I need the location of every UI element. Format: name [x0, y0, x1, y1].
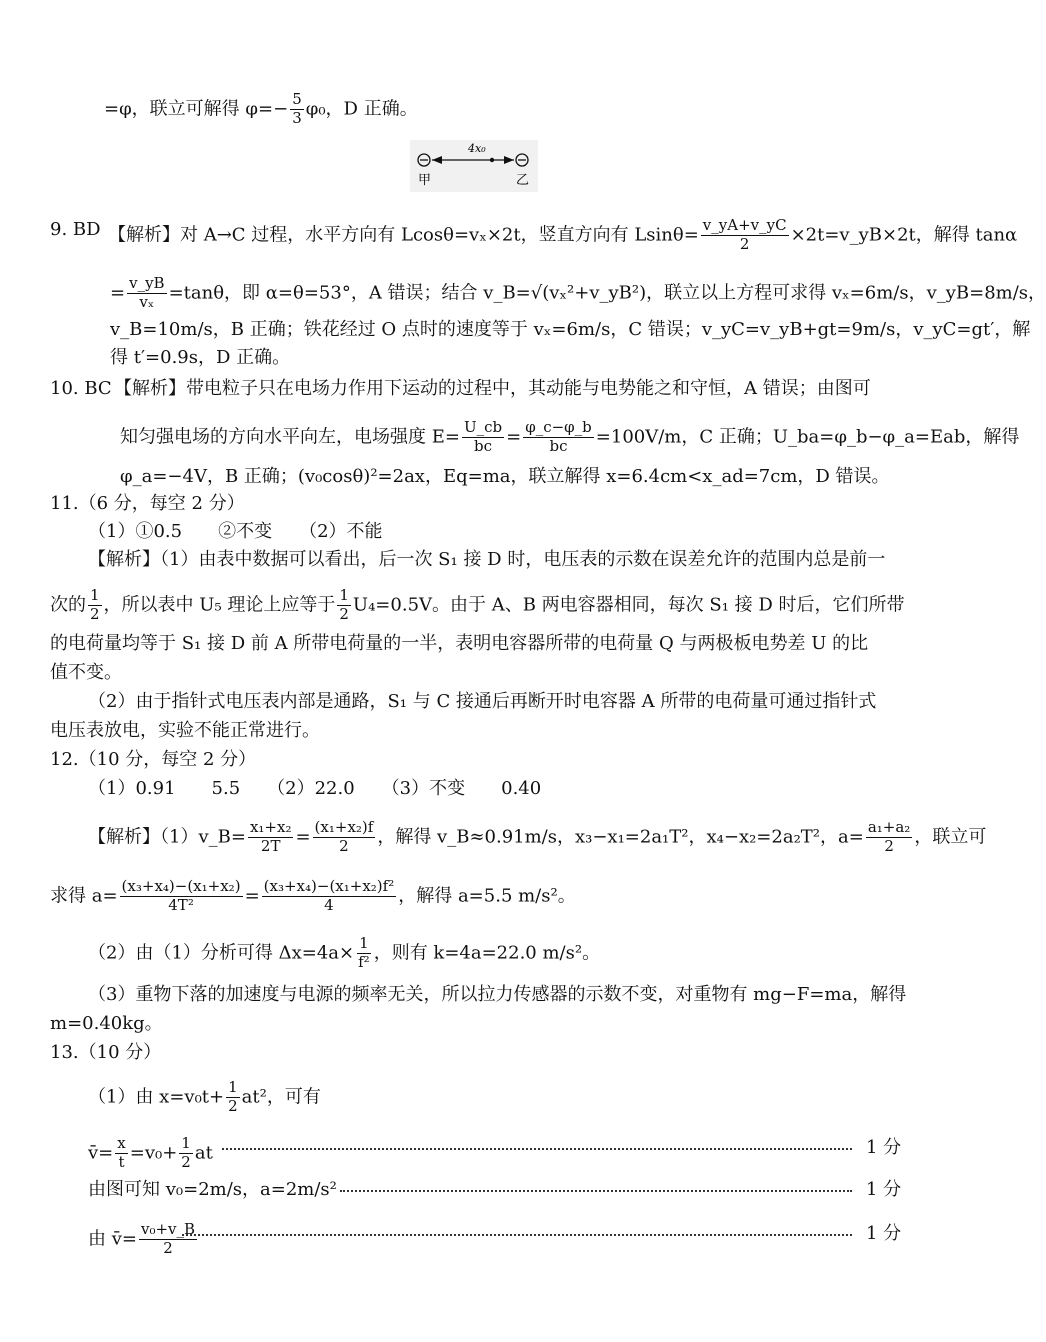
q12-exp3: （2）由（1）分析可得 Δx=4a× $\frac{1}{\text{f²}}$ ，则有 k=4a=22.0 m/s²。 — [88, 934, 601, 971]
fraction: $\frac{1}{2}$ — [228, 1078, 238, 1115]
arrow-right-icon — [504, 156, 514, 164]
fraction: $\frac{\text{v₀+v\_B}}{2}$ — [140, 1220, 196, 1257]
q12-exp4: （3）重物下落的加速度与电源的频率无关，所以拉力传感器的示数不变，对重物有 mg−F=ma，解得 — [88, 984, 907, 1005]
arrow-left-icon — [432, 156, 442, 164]
q9-line2: = $\frac{v\_yB}{\text{vₓ}}$ =tanθ，即 α=θ=53°，A 错误；结合 v_B=√(vₓ²+v_yB²)，联立以上方程可求得 vₓ=6m/s，v_yB=8m/s， — [110, 274, 1046, 311]
q9-head: 9. BD — [50, 219, 101, 240]
q13-line3: 由图可知 v₀=2m/s，a=2m/s² — [88, 1179, 337, 1200]
q12-answers: （1）0.91 5.5 （2）22.0 （3）不变 0.40 — [88, 778, 542, 799]
q11-head: 11.（6 分，每空 2 分） — [50, 493, 245, 514]
q13-line1: （1）由 x=v₀t+ $\frac{1}{2}$ at²，可有 — [88, 1078, 321, 1115]
fraction: $\frac{\text{(x₁+x₂)f}}{2}$ — [314, 818, 374, 855]
top-line: =φ，联立可解得 φ=− $\frac{5}{3}$ φ₀，D 正确。 — [104, 90, 418, 127]
q10-line1: 【解析】带电粒子只在电场力作用下运动的过程中，其动能与电势能之和守恒，A 错误；由图可 — [114, 378, 871, 399]
charge-diagram-svg — [410, 140, 538, 192]
q13-line2: v̄= $\frac{x}{t}$ =v₀+ $\frac{1}{2}$ at — [88, 1134, 213, 1171]
fraction: $\frac{\text{(x₃+x₄)−(x₁+x₂)}}{\text{4T²}}$ — [121, 877, 241, 914]
fraction: $\frac{1}{2}$ — [339, 586, 349, 623]
score-label: 1 分 — [866, 1137, 902, 1158]
q11-para6: 电压表放电，实验不能正常进行。 — [50, 720, 320, 741]
q9-line1: 【解析】对 A→C 过程，水平方向有 Lcosθ=vₓ×2t，竖直方向有 Lsinθ= $\frac{v\_yA+v\_yC}{2}$ ×2t=v_yB×2t，解得 tanα — [108, 216, 1018, 253]
q13-line4: 由 v̄= $\frac{\text{v₀+v\_B}}{2}$ — [88, 1220, 196, 1257]
label-yi: 乙 — [516, 173, 530, 188]
fraction: $\frac{v\_yB}{\text{vₓ}}$ — [129, 274, 165, 311]
q10-head: 10. BC — [50, 378, 112, 399]
q11-answers: （1）①0.5 ②不变 （2）不能 — [88, 521, 383, 542]
distance-label: 4x₀ — [468, 142, 486, 155]
fraction: $\frac{\text{a₁+a₂}}{2}$ — [867, 818, 911, 855]
q9-line4: 得 t′=0.9s，D 正确。 — [110, 347, 291, 368]
fraction: $\frac{\text{(x₃+x₄)−(x₁+x₂)f²}}{4}$ — [263, 877, 395, 914]
fraction: $\frac{\varphi\_c-\varphi\_b}{bc}$ — [525, 418, 592, 455]
q12-exp1: 【解析】（1）v_B= $\frac{\text{x₁+x₂}}{2T}$ = $\frac{\text{(x₁+x₂)f}}{2}$ ，解得 v_B≈0.91m/s，x₃−x₁=2a₁T²，x₄−x₂=2a₂T²，a= $\frac{\text{a₁+a₂}}{2}$ ，联立可 — [88, 818, 987, 855]
q11-para5: （2）由于指针式电压表内部是通路，S₁ 与 C 接通后再断开时电容器 A 所带的电荷量可通过指针式 — [88, 691, 877, 712]
fraction: $\frac{1}{\text{f²}}$ — [358, 934, 370, 971]
dot-leader — [182, 1234, 852, 1236]
q12-head: 12.（10 分，每空 2 分） — [50, 749, 257, 770]
charge-diagram — [410, 140, 538, 192]
label-jia: 甲 — [418, 173, 432, 188]
point-dot — [490, 158, 494, 162]
q11-para2: 次的 $\frac{1}{2}$ ，所以表中 U₅ 理论上应等于 $\frac{1}{2}$ U₄=0.5V。由于 A、B 两电容器相同，每次 S₁ 接 D 时后，它们所带 — [50, 586, 905, 623]
dot-leader — [340, 1190, 852, 1192]
dot-leader — [222, 1148, 852, 1150]
score-label: 1 分 — [866, 1223, 902, 1244]
q11-para4: 值不变。 — [50, 662, 122, 683]
q12-exp5: m=0.40kg。 — [50, 1013, 163, 1034]
q12-exp2: 求得 a= $\frac{\text{(x₃+x₄)−(x₁+x₂)}}{\text{4T²}}$ = $\frac{\text{(x₃+x₄)−(x₁+x₂)f²}}{4}$ ，解得 a=5.5 m/s²。 — [50, 877, 576, 914]
q10-line3: φ_a=−4V，B 正确；(v₀cosθ)²=2ax，Eq=ma，联立解得 x=6.4cm<x_ad=7cm，D 错误。 — [120, 466, 890, 487]
fraction: $\frac{x}{t}$ — [117, 1134, 126, 1171]
q11-para1: 【解析】（1）由表中数据可以看出，后一次 S₁ 接 D 时，电压表的示数在误差允许的范围内总是前一 — [88, 549, 886, 570]
fraction: $\frac{5}{3}$ — [292, 90, 302, 127]
q10-line2: 知匀强电场的方向水平向左，电场强度 E= $\frac{U\_cb}{bc}$ = $\frac{\varphi\_c-\varphi\_b}{bc}$ =100V/m，C 正确；U_ba=φ_b−φ_a=Eab，解得 — [120, 418, 1020, 455]
fraction: $\frac{U\_cb}{bc}$ — [463, 418, 503, 455]
fraction: $\frac{\text{x₁+x₂}}{2T}$ — [249, 818, 292, 855]
fraction: $\frac{1}{2}$ — [90, 586, 100, 623]
q9-line3: v_B=10m/s，B 正确；铁花经过 O 点时的速度等于 vₓ=6m/s，C 错误；v_yC=v_yB+gt=9m/s，v_yC=gt′，解 — [110, 319, 1031, 340]
score-label: 1 分 — [866, 1179, 902, 1200]
q13-head: 13.（10 分） — [50, 1042, 162, 1063]
q11-para3: 的电荷量均等于 S₁ 接 D 前 A 所带电荷量的一半，表明电容器所带的电荷量 Q 与两极板电势差 U 的比 — [50, 633, 869, 654]
fraction: $\frac{v\_yA+v\_yC}{2}$ — [702, 216, 787, 253]
fraction: $\frac{1}{2}$ — [181, 1134, 191, 1171]
